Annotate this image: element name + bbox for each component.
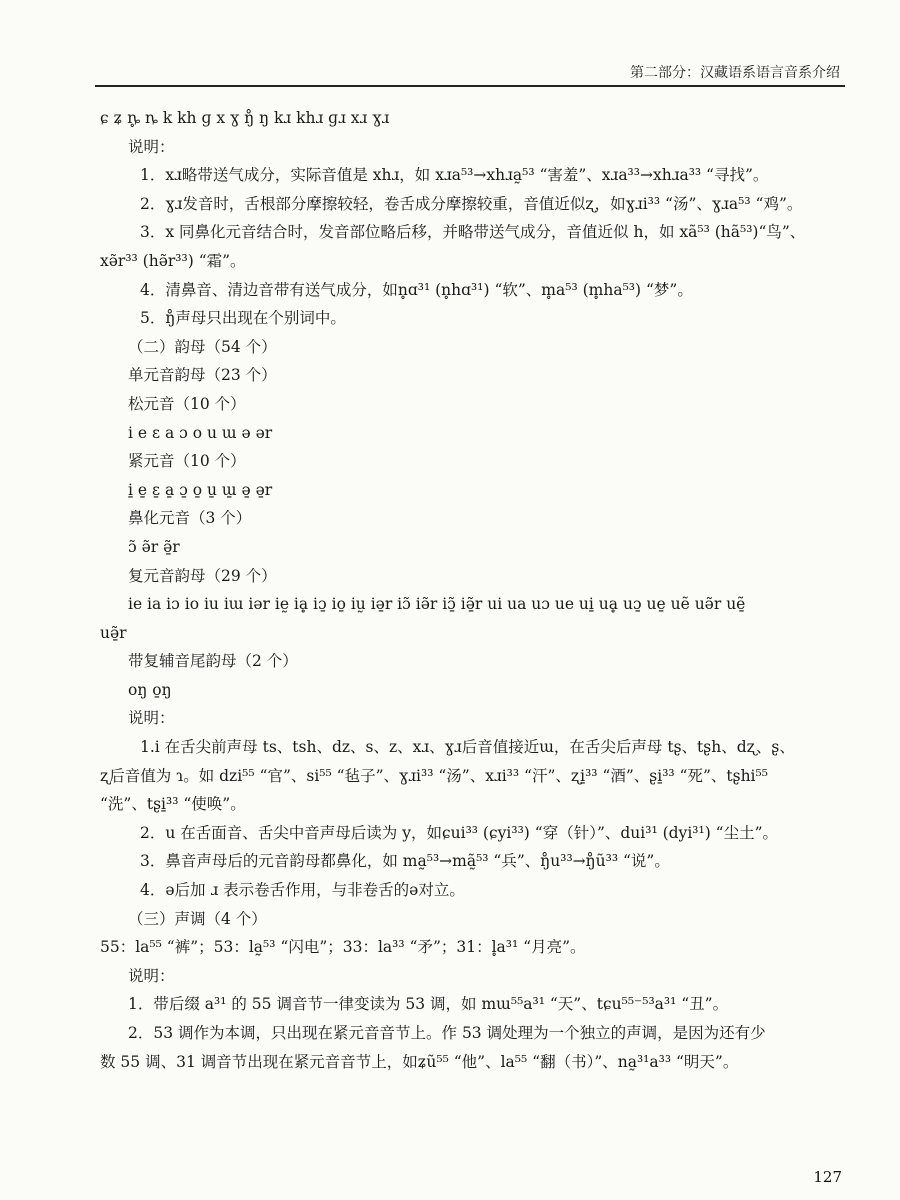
page-body <box>100 104 860 1076</box>
vowel-list: ɔ̃ ə̃r ə̱̃r <box>128 537 180 556</box>
note-item: 2．53 调作为本调，只出现在紧元音音节上。作 53 调处理为一个独立的声调，是因为还有少 <box>128 1024 766 1042</box>
subsection-heading: 鼻化元音（3 个） <box>128 509 252 528</box>
vowel-list: i e ɛ a ɔ o u ɯ ə ər <box>128 423 273 442</box>
tone-list: 55：la⁵⁵ “裤”；53：la̰⁵³ “闪电”；33：la³³ “矛”；31：l̥a³¹ “月亮”。 <box>100 938 586 957</box>
note-heading: 说明： <box>128 137 175 156</box>
note-item: 2．ɣɹ发音时，舌根部分摩擦较轻，卷舌成分摩擦较重，音值近似ʐ，如ɣɹi³³ “汤”、ɣɹa⁵³ “鸡”。 <box>140 194 803 213</box>
subsection-heading: 复元音韵母（29 个） <box>128 566 277 585</box>
header-rule <box>95 85 845 87</box>
vowel-list-continued: uə̱̃r <box>100 623 127 642</box>
note-heading: 说明： <box>128 709 175 728</box>
note-item: 2．u 在舌面音、舌尖中音声母后读为 y，如ɕui³³ (ɕyi³³) “穿（针）”、dui³¹ (dyi³¹) “尘土”。 <box>140 823 779 842</box>
page-number: 127 <box>813 1168 842 1186</box>
note-item: 1．带后缀 a³¹ 的 55 调音节一律变读为 53 调，如 mɯ⁵⁵a³¹ “天”、tɕu⁵⁵⁻⁵³a³¹ “丑”。 <box>128 995 729 1014</box>
vowel-list: ie ia iɔ io iu iɯ iər iḛ iḁ iɔ̱ io̱ iṵ iə̱r iɔ̃ iə̃r iɔ̱̃ iə̱̃r ui ua uɔ ue ui̱ uḁ uɔ̱ ue̱ uẽ uə̃r uẽ̱ <box>128 595 746 614</box>
note-item: 1．xɹ略带送气成分，实际音值是 xhɹ，如 xɹa⁵³→xhɹa̰⁵³ “害羞”、xɹa³³→xhɹa³³ “寻找”。 <box>140 166 769 185</box>
note-item-continued: 数 55 调、31 调音节出现在紧元音音节上，如ʑũ⁵⁵ “他”、la⁵⁵ “翻（书）”、na̰³¹a³³ “明天”。 <box>100 1052 739 1071</box>
subsection-heading: 单元音韵母（23 个） <box>128 366 277 385</box>
note-item: 4．ə后加 ɹ 表示卷舌作用，与非卷舌的ə对立。 <box>140 881 465 900</box>
running-header: 第二部分：汉藏语系语言音系介绍 <box>630 65 840 81</box>
note-item: 1.i 在舌尖前声母 ts、tsh、dz、s、z、xɹ、ɣɹ后音值接近ɯ，在舌尖后声母 tʂ、tʂh、dʐ、ʂ、 <box>140 738 795 757</box>
vowel-list: i̱ e̱ ɛ̱ a̱ ɔ̱ o̱ u̱ ɯ̱ ə̱ ə̱r <box>128 480 273 499</box>
section-heading-finals: （二）韵母（54 个） <box>128 337 277 356</box>
note-item-continued: ʐ后音值为 ɿ。如 dzi⁵⁵ “官”、si⁵⁵ “毡子”、ɣɹi³³ “汤”、xɹi³³ “汗”、ʐi̱³³ “酒”、ʂi̱³³ “死”、tʂhi⁵⁵ <box>100 766 768 785</box>
subsection-heading: 带复辅音尾韵母（2 个） <box>128 652 298 671</box>
subsection-heading: 松元音（10 个） <box>128 394 246 413</box>
consonant-list: ɕ ʑ ȵ̥ ȵ k kh ɡ x ɣ ŋ̊ ŋ kɹ khɹ ɡɹ xɹ ɣɹ <box>100 109 390 127</box>
note-item: 3．鼻音声母后的元音韵母都鼻化，如 ma̰⁵³→mã̰⁵³ “兵”、ŋ̊u³³→ŋ̊ũ³³ “说”。 <box>140 852 670 871</box>
subsection-heading: 紧元音（10 个） <box>128 452 246 471</box>
note-item: 4．清鼻音、清边音带有送气成分，如n̥ɑ³¹ (n̥hɑ³¹) “软”、m̥a⁵³ (m̥ha⁵³) “梦”。 <box>140 280 693 299</box>
vowel-list: oŋ o̱ŋ <box>128 680 172 699</box>
section-heading-tones: （三）声调（4 个） <box>128 909 267 928</box>
note-item-continued: xə̃r³³ (hə̃r³³) “霜”。 <box>100 251 246 270</box>
note-heading: 说明： <box>128 966 175 985</box>
note-item-continued: “洗”、tʂi̱³³ “使唤”。 <box>100 795 246 814</box>
note-item: 3．x 同鼻化元音结合时，发音部位略后移，并略带送气成分，音值近似 h，如 xã⁵³ (hã⁵³)“鸟”、 <box>140 223 806 242</box>
note-item: 5．ŋ̊声母只出现在个别词中。 <box>140 309 346 328</box>
